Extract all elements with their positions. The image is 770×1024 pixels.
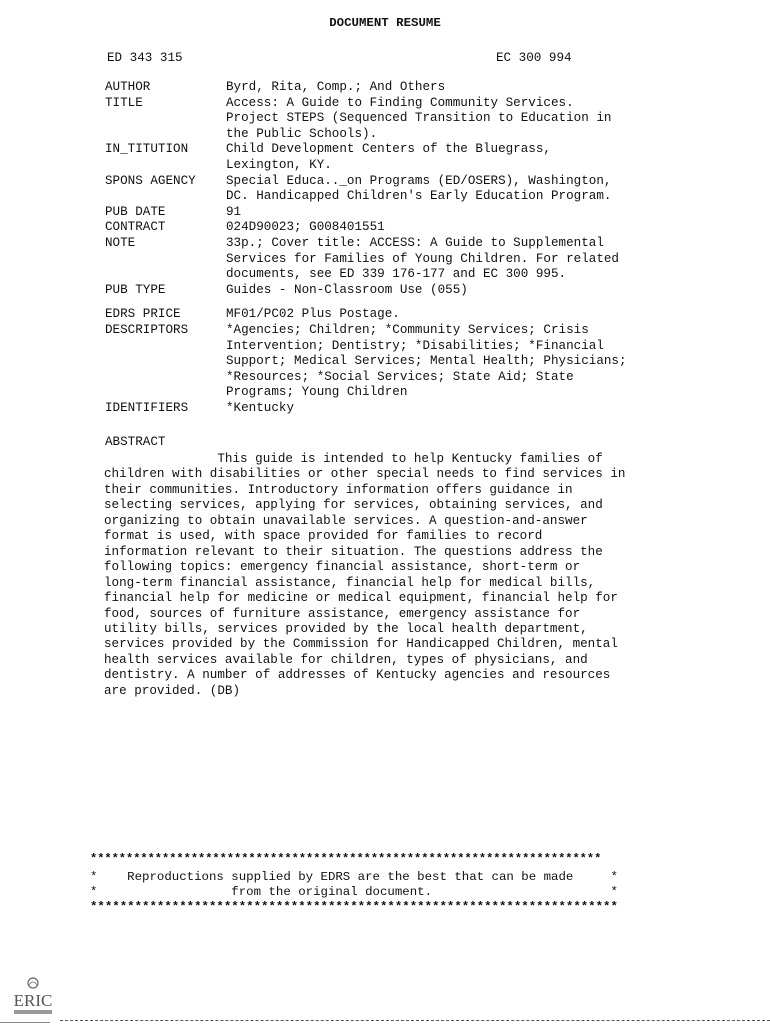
field-value: Child Development Centers of the Bluegrass, Lexington, KY. bbox=[226, 142, 551, 172]
field-identifiers bbox=[105, 401, 665, 417]
field-label: IDENTIFIERS bbox=[105, 400, 189, 415]
eric-logo-text: ERIC bbox=[13, 991, 53, 1010]
field-value: *Agencies; Children; *Community Services; Crisis Intervention; Dentistry; *Disabilities; *Financial Support; Medical Services; Mental Health; Physicians; *Resources; *Social Services; State Aid; State Programs; Young Children bbox=[226, 322, 627, 400]
field-value: Special Educa.._on Programs (ED/OSERS), Washington, DC. Handicapped Children's Early Education Program. bbox=[226, 173, 612, 204]
field-spons-agency bbox=[105, 174, 665, 205]
field-value: Access: A Guide to Finding Community Services. Project STEPS (Sequenced Transition to Education in the Public Schools). bbox=[226, 95, 612, 141]
field-value: Byrd, Rita, Comp.; And Others bbox=[226, 80, 446, 94]
field-edrs-price bbox=[105, 307, 665, 323]
spacer bbox=[105, 298, 665, 307]
field-label: EDRS PRICE bbox=[105, 307, 181, 322]
ed-number: ED 343 315 bbox=[107, 51, 183, 65]
ec-number: EC 300 994 bbox=[496, 51, 572, 65]
reproduction-notice-line-2: * from the original document. * bbox=[90, 885, 618, 899]
bottom-divider-left bbox=[0, 1022, 50, 1023]
field-label: IN_TITUTION bbox=[105, 142, 189, 157]
field-value: 024D90023; G008401551 bbox=[226, 220, 385, 235]
field-label: PUB DATE bbox=[105, 204, 166, 219]
field-title bbox=[105, 96, 665, 143]
reproduction-notice-border-top: *********************************************************************** bbox=[90, 852, 602, 866]
field-value: Guides - Non-Classroom Use (055) bbox=[226, 282, 468, 297]
field-label: AUTHOR bbox=[105, 80, 151, 94]
field-pub-date bbox=[105, 205, 665, 221]
abstract-label: ABSTRACT bbox=[105, 435, 166, 449]
reproduction-notice-border-bottom: *********************************************************************** bbox=[90, 900, 618, 914]
field-value: *Kentucky bbox=[226, 400, 295, 415]
field-label: CONTRACT bbox=[105, 220, 166, 235]
field-contract bbox=[105, 220, 665, 236]
field-label: DESCRIPTORS bbox=[105, 322, 189, 337]
abstract-text: This guide is intended to help Kentucky families of children with disabilities or other special needs to find services in their communities. Introductory information offers guidance in selecting services, applying for services, obtaining services, and organizing to obtain unavailable services. A question-and-answer format is used, with space provided for families to record information relevant to their situation. The questions address the following topics: emergency financial assistance, short-term or long-term financial assistance, financial help for medical bills, financial help for medicine or medical equipment, financial help for food, sources of furniture assistance, emergency assistance for utility bills, services provided by the local health department, services provided by the Commission for Handicapped Children, mental health services available for children, types of physicians, and dentistry. A number of addresses of Kentucky agencies and resources are provided. (DB) bbox=[104, 452, 626, 698]
field-institution bbox=[105, 142, 665, 173]
field-label: TITLE bbox=[105, 95, 143, 110]
reproduction-notice-line-1: * Reproductions supplied by EDRS are the best that can be made * bbox=[90, 870, 618, 884]
document-title: DOCUMENT RESUME bbox=[329, 16, 441, 30]
reproduction-notice bbox=[90, 870, 645, 915]
field-value: MF01/PC02 Plus Postage. bbox=[226, 307, 400, 322]
field-value: 33p.; Cover title: ACCESS: A Guide to Supplemental Services for Families of Young Children. For related documents, see ED 339 176-177 and EC 300 995. bbox=[226, 235, 619, 282]
field-author bbox=[105, 80, 665, 96]
field-note bbox=[105, 236, 665, 283]
field-descriptors bbox=[105, 323, 665, 401]
field-label: SPONS AGENCY bbox=[105, 173, 196, 188]
field-value: 91 bbox=[226, 204, 242, 219]
eric-logo-icon bbox=[10, 976, 56, 1016]
metadata-fields bbox=[105, 80, 665, 416]
bottom-divider bbox=[60, 1020, 770, 1021]
field-label: PUB TYPE bbox=[105, 282, 166, 297]
field-pub-type bbox=[105, 283, 665, 299]
field-label: NOTE bbox=[105, 235, 136, 250]
